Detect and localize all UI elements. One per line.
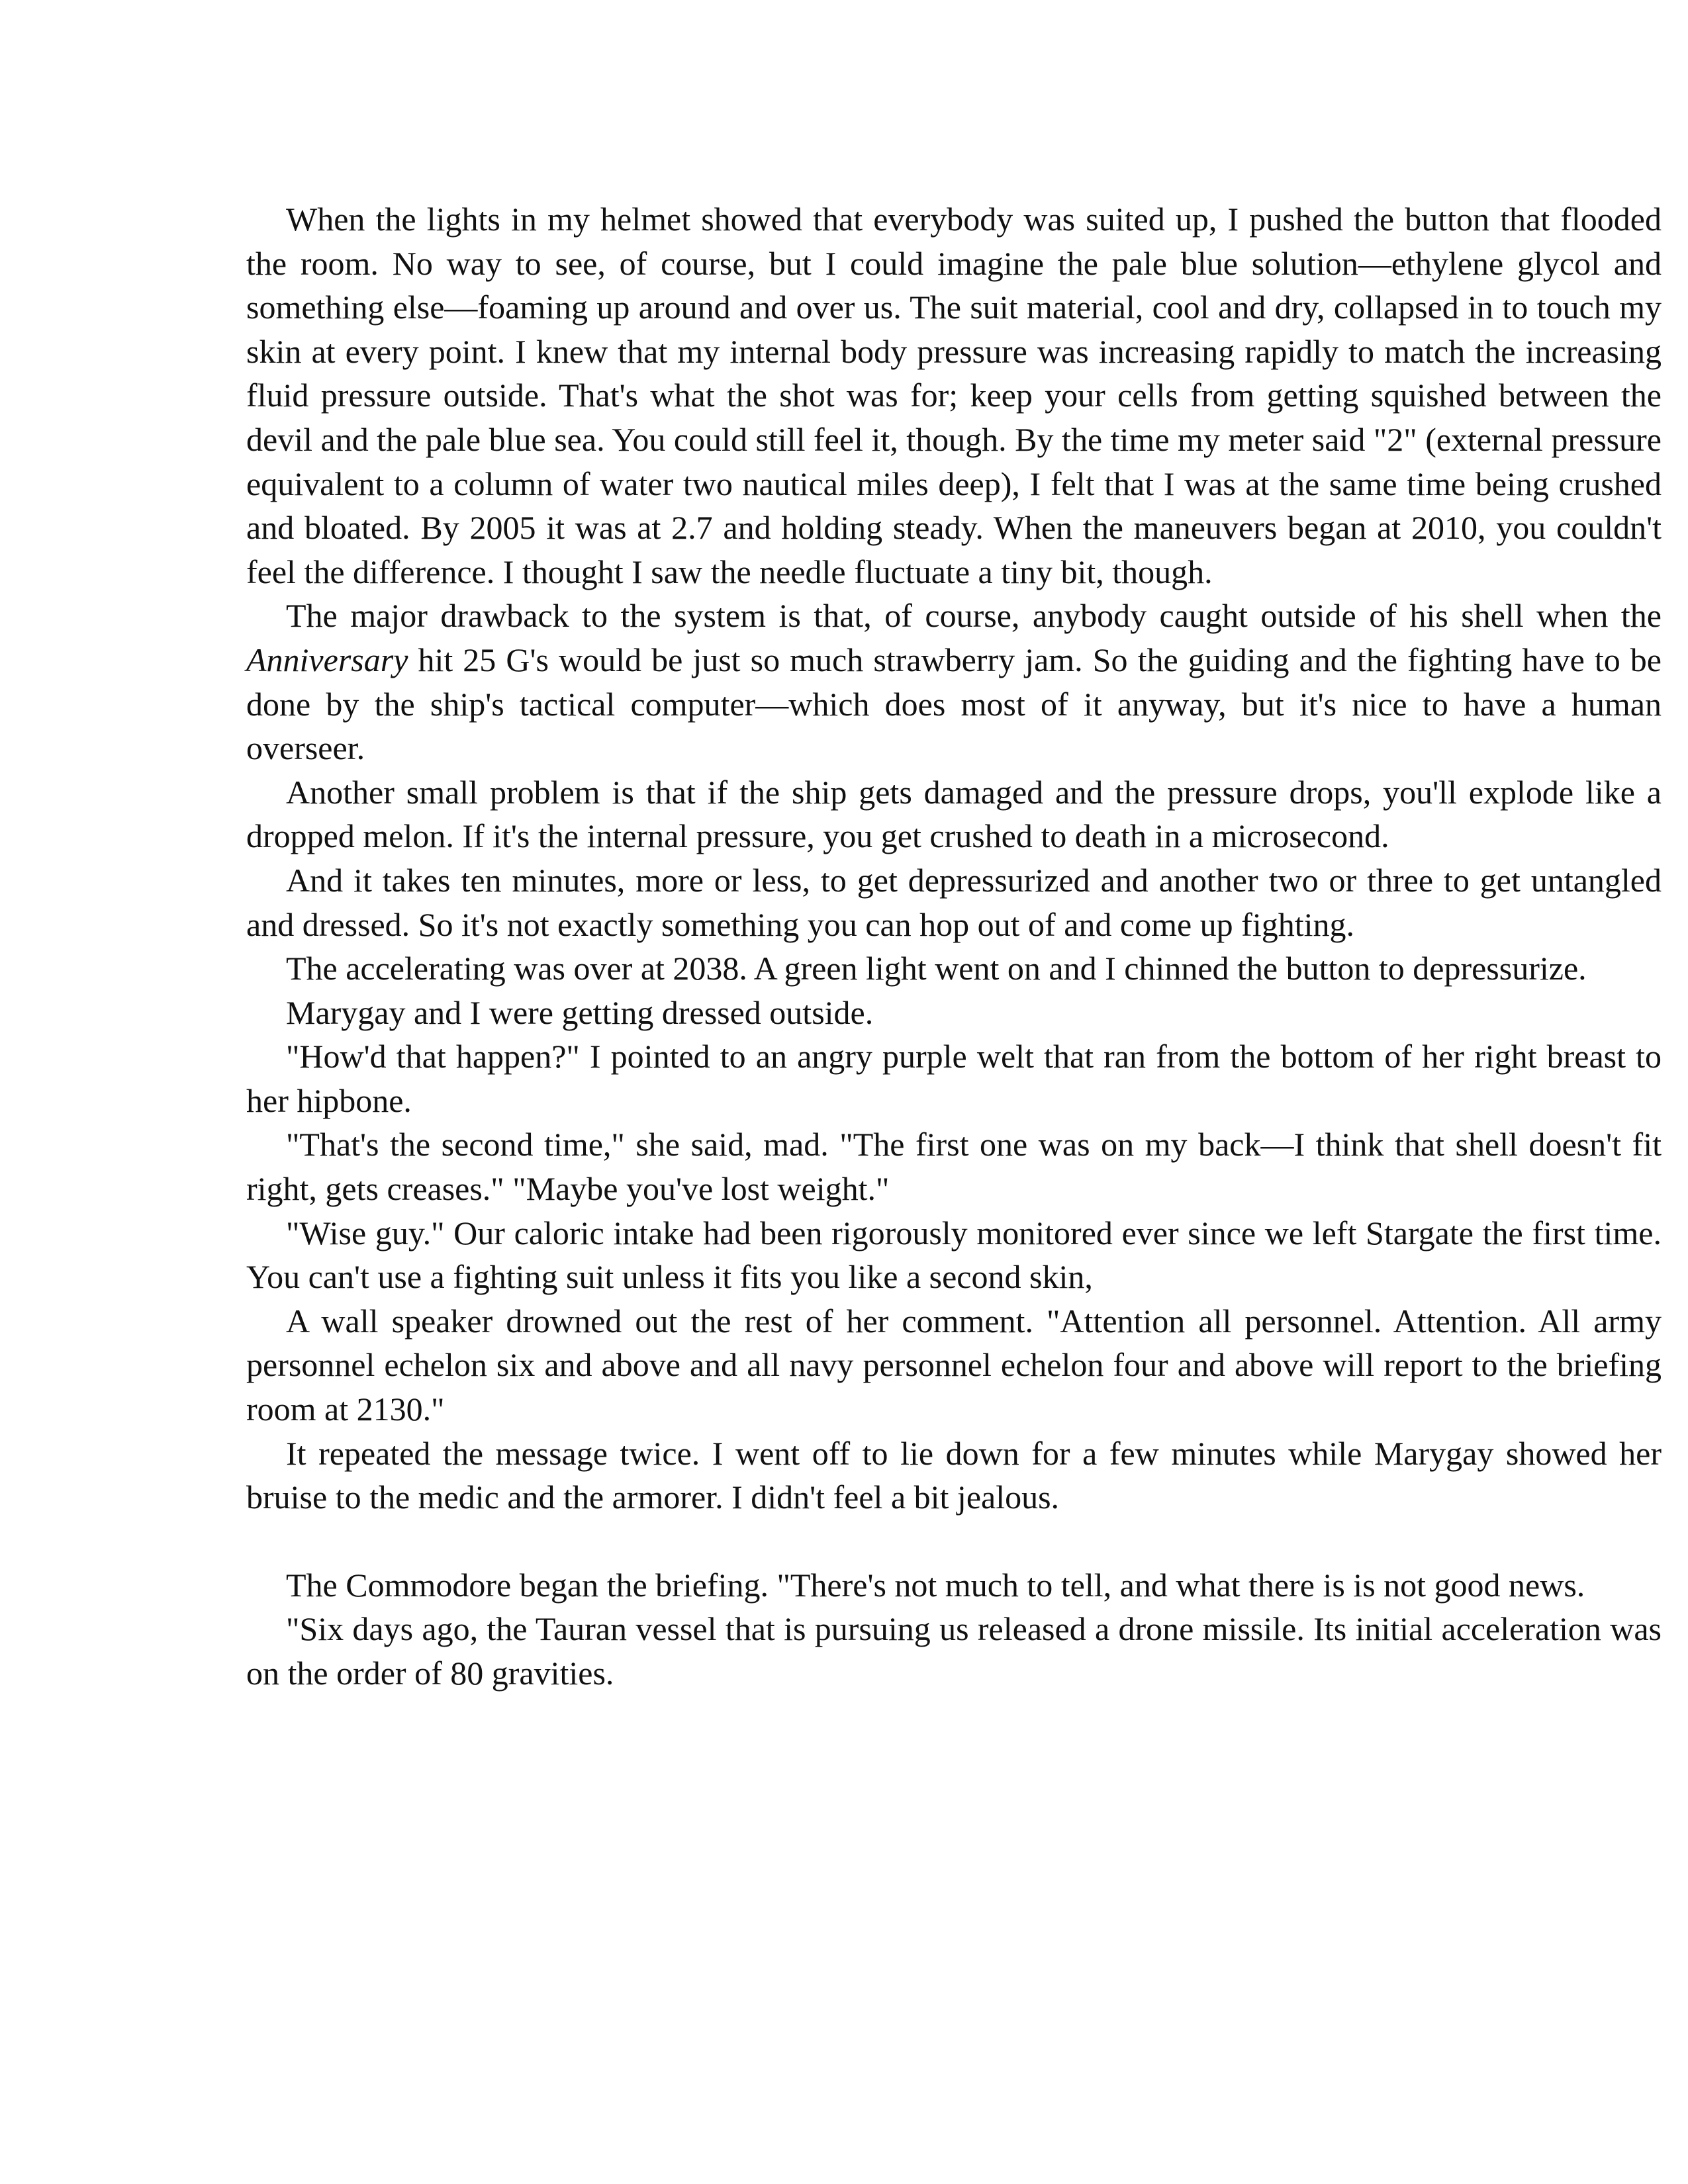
paragraph-6: Marygay and I were getting dressed outside. <box>286 993 874 1031</box>
paragraph-7: "How'd that happen?" I pointed to an angry purple welt that ran from the bottom of her right breast to her hipbone. <box>246 1038 1662 1119</box>
paragraph-9: "Wise guy." Our caloric intake had been rigorously monitored ever since we left Stargate the first time. You can't use a fighting suit unless it fits you like a second skin, <box>246 1214 1662 1296</box>
paragraph-2 <box>246 594 1662 770</box>
page-body <box>246 197 1662 1696</box>
paragraph-2-part-2: hit 25 G's would be just so much strawberry jam. So the guiding and the fighting have to be done by the ship's tactical computer—which does most of it anyway, but it's nice to have a human overseer. <box>246 641 1662 767</box>
paragraph-4: And it takes ten minutes, more or less, to get depressurized and another two or three to get untangled and dressed. So it's not exactly something you can hop out of and come up fighting. <box>246 861 1662 943</box>
paragraph-12: The Commodore began the briefing. "There's not much to tell, and what there is is not good news. <box>286 1566 1585 1604</box>
ship-name-italic: Anniversary <box>246 641 408 678</box>
paragraph-13: "Six days ago, the Tauran vessel that is pursuing us released a drone missile. Its initial acceleration was on the order of 80 gravities. <box>246 1610 1662 1692</box>
paragraph-11: It repeated the message twice. I went off to lie down for a few minutes while Marygay showed her bruise to the medic and the armorer. I didn't feel a bit jealous. <box>246 1434 1662 1516</box>
paragraph-3: Another small problem is that if the ship gets damaged and the pressure drops, you'll explode like a dropped melon. If it's the internal pressure, you get crushed to death in a microsecond. <box>246 773 1662 855</box>
paragraph-8: "That's the second time," she said, mad. "The first one was on my back—I think that shell doesn't fit right, gets creases." "Maybe you've lost weight." <box>246 1126 1662 1208</box>
paragraph-10: A wall speaker drowned out the rest of her comment. "Attention all personnel. Attention. All army personnel echelon six and above and all navy personnel echelon four and above will report to the briefing room at 2130." <box>246 1302 1662 1428</box>
section-break <box>246 1520 1662 1563</box>
paragraph-1: When the lights in my helmet showed that everybody was suited up, I pushed the button that flooded the room. No way to see, of course, but I could imagine the pale blue solution—ethylene glycol and something else—foaming up around and over us. The suit material, cool and dry, collapsed in to touch my skin at every point. I knew that my internal body pressure was increasing rapidly to match the increasing fluid pressure outside. That's what the shot was for; keep your cells from getting squished between the devil and the pale blue sea. You could still feel it, though. By the time my meter said "2" (external pressure equivalent to a column of water two nautical miles deep), I felt that I was at the same time being crushed and bloated. By 2005 it was at 2.7 and holding steady. When the maneuvers began at 2010, you couldn't feel the difference. I thought I saw the needle fluctuate a tiny bit, though. <box>246 201 1662 590</box>
paragraph-5: The accelerating was over at 2038. A green light went on and I chinned the button to depressurize. <box>286 950 1587 987</box>
paragraph-2-part-1: The major drawback to the system is that, of course, anybody caught outside of his shell when the <box>286 597 1662 635</box>
